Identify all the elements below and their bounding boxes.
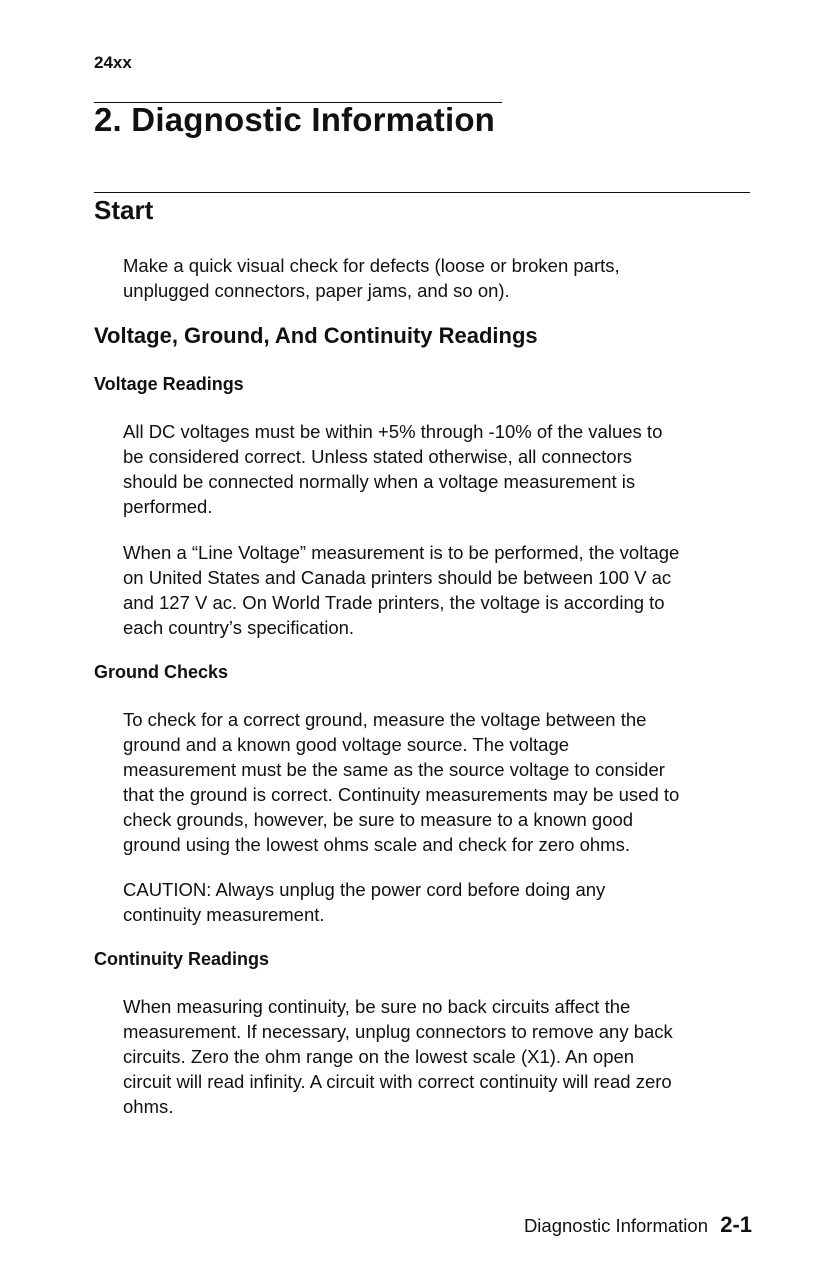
ground-caution-paragraph: CAUTION: Always unplug the power cord before doing any continuity measurement. — [123, 879, 606, 925]
voltage-readings-heading: Voltage Readings — [94, 374, 244, 394]
readings-heading: Voltage, Ground, And Continuity Readings — [94, 323, 538, 348]
voltage-paragraph-1: All DC voltages must be within +5% through -10% of the values to be considered correct. Unless stated otherwise, all connectors should be connected normally when a voltage measurement is performed. — [123, 421, 663, 517]
start-section-title: Start — [94, 195, 154, 225]
voltage-paragraph-2: When a “Line Voltage” measurement is to be performed, the voltage on United States and Canada printers should be between 100 V ac and 127 V ac. On World Trade printers, the voltage is according to each country’s specification. — [123, 542, 680, 638]
chapter-title: 2. Diagnostic Information — [94, 101, 496, 138]
footer-label: Diagnostic Information — [523, 1215, 708, 1236]
continuity-readings-heading: Continuity Readings — [94, 949, 269, 969]
start-paragraph: Make a quick visual check for defects (loose or broken parts, unplugged connectors, paper jams, and so on). — [123, 255, 620, 301]
ground-paragraph-1: To check for a correct ground, measure the voltage between the ground and a known good voltage source. The voltage measurement must be the same as the source voltage to consider that the ground is correct. Continuity measurements may be used to check grounds, however, be sure to measure to a known good ground using the lowest ohms scale and check for zero ohms. — [123, 709, 680, 855]
section-rule — [94, 192, 750, 193]
ground-checks-heading: Ground Checks — [94, 662, 229, 682]
footer-page-number: 2-1 — [720, 1212, 752, 1237]
header-code: 24xx — [94, 53, 132, 72]
continuity-paragraph: When measuring continuity, be sure no back circuits affect the measurement. If necessary, unplug connectors to remove any back circuits. Zero the ohm range on the lowest scale (X1). An open circuit will read infinity. A circuit with correct continuity will read zero ohms. — [123, 996, 673, 1117]
